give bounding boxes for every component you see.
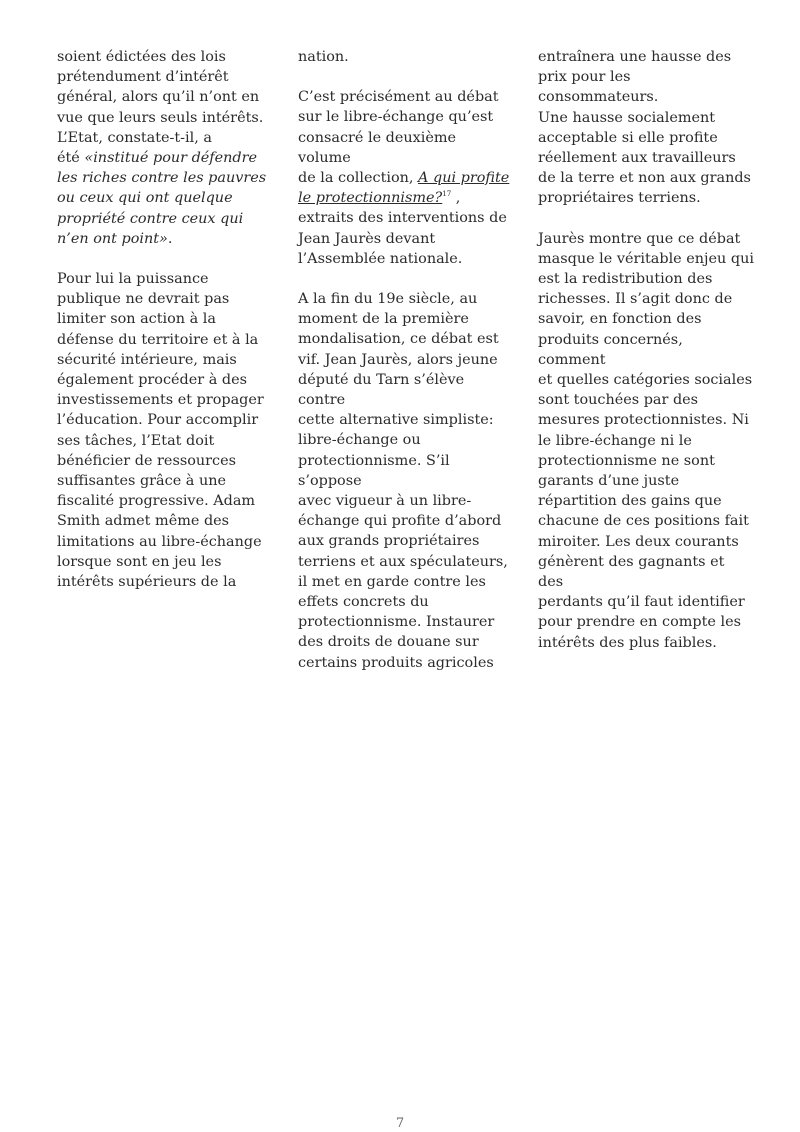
footnote-marker[interactable]: 17 (442, 190, 452, 199)
page-number: 7 (395, 1116, 405, 1131)
paragraph: nation. (298, 49, 349, 65)
quote-text: «institué pour défendre les riches contre les pauvres ou ceux qui ont quelque propriété contre ceux qui n’en ont point» (57, 150, 267, 247)
paragraph-text: soient édictées des lois prétendument d’intérêt général, alors qu’il n’ont en vue que leurs seuls intérêts. L’Etat, constate-t-il, a été (57, 49, 264, 167)
text-column-1 (57, 47, 269, 612)
paragraph-text: . (167, 230, 173, 247)
paragraph (298, 87, 512, 269)
paragraph: entraînera une hausse des prix pour les consommateurs. Une hausse socialement acceptable si elle profite réellement aux travailleurs de la terre et non aux grands propriétaires terriens. (538, 49, 751, 207)
text-column-2 (298, 47, 512, 693)
paragraph: Jaurès montre que ce débat masque le véritable enjeu qui est la redistribution des richesses. Il s’agit donc de savoir, en fonction des produits concernés, comment et quelles catégories sociales sont touchées par des mesures protectionnistes. Ni le libre-échange ni le protectionnisme ne sont garants d’une juste répartition des gains que chacune de ces positions fait miroiter. Les deux courants génèrent des gagnants et des perdants qu’il faut identifier pour prendre en compte les intérêts des plus faibles. (538, 230, 754, 651)
book-title-link[interactable]: A qui profite le protectionnisme? (298, 170, 510, 207)
text-column-3 (538, 47, 754, 673)
paragraph (57, 47, 269, 249)
paragraph: Pour lui la puissance publique ne devrait pas limiter son action à la défense du territoire et à la sécurité intérieure, mais également procéder à des investissements et propager l’éducation. Pour accomplir ses tâches, l’Etat doit bénéficier de ressources suffisantes grâce à une fiscalité progressive. Adam Smith admet même des limitations au libre-échange lorsque sont en jeu les intérêts supérieurs de la (57, 271, 264, 591)
paragraph-text: , extraits des interventions de Jean Jaurès devant l’Assemblée nationale. (298, 190, 507, 267)
paragraph-text: C’est précisément au débat sur le libre-échange qu’est consacré le deuxième volume de la collection, (298, 89, 499, 187)
paragraph: A la fin du 19e siècle, au moment de la première mondalisation, ce débat est vif. Jean Jaurès, alors jeune député du Tarn s’élève contre cette alternative simpliste: libre-échange ou protectionnisme. S’il s’oppose avec vigueur à un libre- échange qui profite d’abord aux grands propriétaires terriens et aux spéculateurs, il met en garde contre les effets concrets du protectionnisme. Instaurer des droits de douane sur certains produits agricoles (298, 291, 508, 671)
